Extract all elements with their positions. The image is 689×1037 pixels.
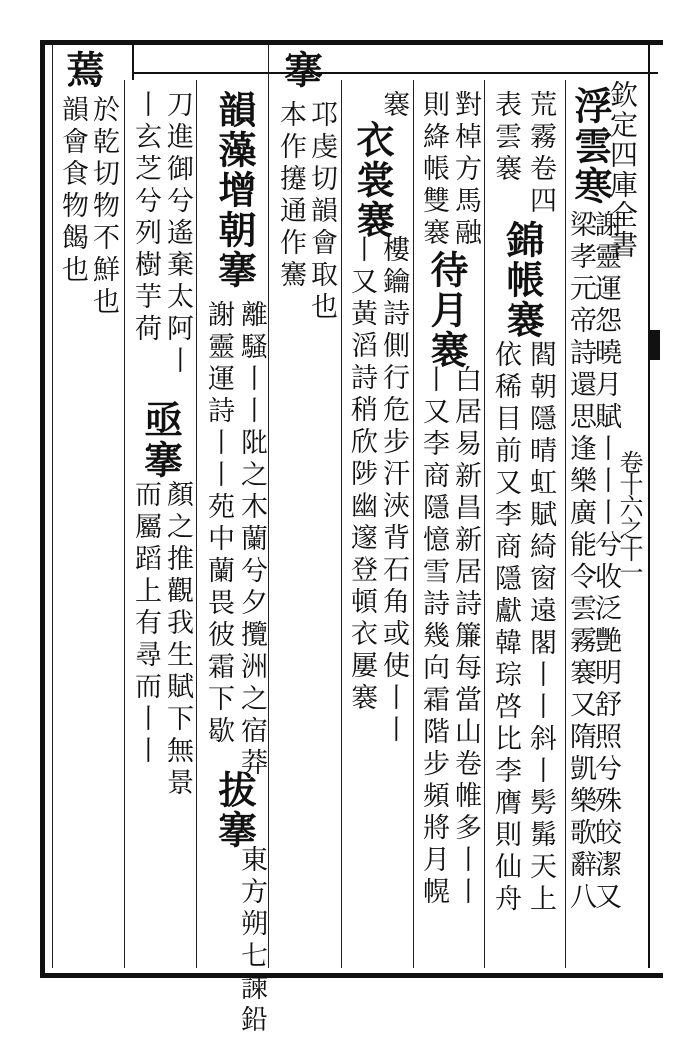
column-rule <box>124 80 125 968</box>
header-rule <box>132 72 658 83</box>
entry-text: 本作攓通作騫 <box>275 100 306 292</box>
entry-text: 表雲褰 <box>490 90 521 186</box>
entry-text: 丨又李商隱憶雪詩幾向霜階步頻將月幌 <box>418 365 449 909</box>
character-heading: 搴 <box>278 50 323 90</box>
entry-heading: 衣裳褰 <box>350 120 395 240</box>
entry-heading: 浮雲寒 <box>568 86 613 206</box>
column-rule <box>341 80 342 968</box>
entry-text: 丨玄芝兮列樹芋荷 <box>130 90 161 346</box>
entry-text: 對棹方馬融 <box>450 90 481 250</box>
column-rule <box>484 80 485 968</box>
volume-label: 卷十六之十一 <box>615 450 643 582</box>
entry-text: 謝靈運怨曉月賦丨丨丨兮收泛艷明舒照兮殊皎潔又 <box>590 210 621 914</box>
entry-text: 褰 <box>378 90 409 122</box>
header-rule-vertical <box>132 40 134 80</box>
entry-text: 韻會食物餲也 <box>57 95 88 287</box>
column-rule <box>52 45 53 968</box>
fishtail-mark <box>650 330 660 360</box>
entry-heading: 亟搴 <box>138 400 183 480</box>
entry-heading: 錦帳褰 <box>500 220 545 340</box>
entry-text: 丨又黃滔詩稍欣陟幽邃登頓衣屢褰 <box>346 235 377 715</box>
entry-text: 梁孝元帝詩還思逢樂廣能令雲霧褰又隋凱樂歌辭八 <box>565 210 596 914</box>
column-rule <box>268 45 269 968</box>
book-title: 欽定四庫全書 <box>606 80 639 260</box>
entry-heading: 待月褰 <box>424 250 469 370</box>
column-rule <box>196 80 197 968</box>
entry-heading: 韻藻增朝搴 <box>212 90 257 290</box>
entry-text: 白居易新昌新居詩簾每當山卷帷多丨丨 <box>450 365 481 909</box>
entry-text: 謝靈運詩丨丨苑中蘭畏彼霜下歇 <box>203 300 234 748</box>
entry-text: 閻朝隱晴虹賦綺窗遠閣丨丨斜丨髣髴天上 <box>525 340 556 916</box>
entry-text: 則絳帳雙褰 <box>418 90 449 250</box>
entry-text: 東方朔七諫鉛 <box>236 845 267 1037</box>
entry-text: 而屬蹈上有尋而丨丨 <box>130 480 161 768</box>
character-heading: 蔫 <box>60 50 105 90</box>
column-rule <box>413 80 414 968</box>
margin-rule <box>648 40 650 968</box>
entry-text: 樓鑰詩側行危步汗浹背石角或使丨丨 <box>378 235 409 747</box>
entry-text: 荒霧卷四 <box>525 90 556 218</box>
entry-text: 依稀目前又李商隱獻韓琮啓比李膺則仙舟 <box>490 340 521 916</box>
entry-heading: 拔搴 <box>212 770 257 850</box>
entry-text: 刀進御兮遙棄太阿丨 <box>162 90 193 378</box>
entry-text: 於乾切物不鮮也 <box>88 95 119 319</box>
entry-text: 邛虔切韻會取也 <box>306 100 337 324</box>
entry-text: 顏之推觀我生賦下無景 <box>162 480 193 800</box>
entry-text: 離騷丨丨阰之木蘭兮夕攬洲之宿莽 <box>236 300 267 780</box>
